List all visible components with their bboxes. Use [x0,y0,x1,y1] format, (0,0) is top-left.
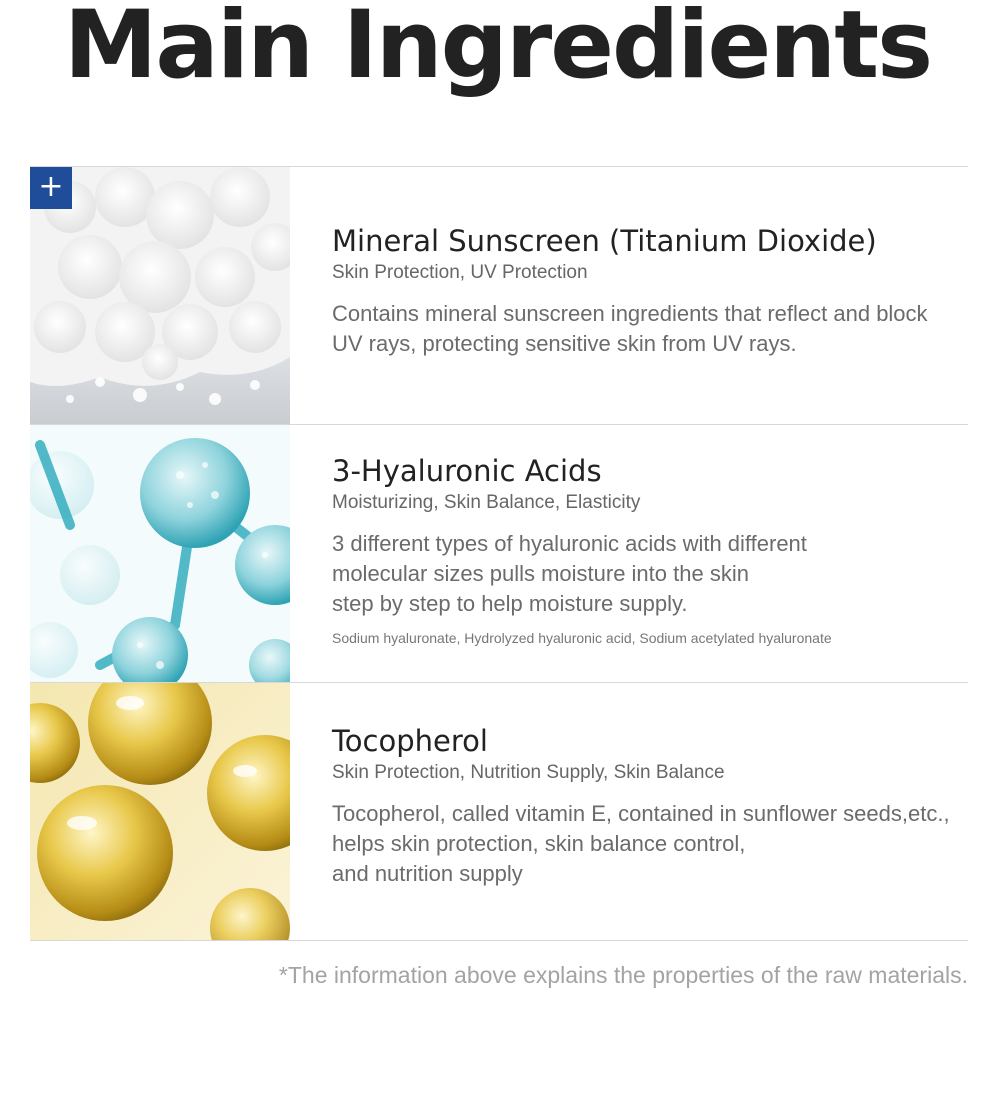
footnote: *The information above explains the properties of the raw materials. [278,962,968,988]
description-line: helps skin protection, skin balance control, [332,831,746,856]
ingredient-tags: Skin Protection, UV Protection [332,262,588,283]
ingredient-tags: Skin Protection, Nutrition Supply, Skin Balance [332,762,725,783]
description-line: Tocopherol, called vitamin E, contained in sunflower seeds,etc., [332,801,950,826]
ingredient-list [30,166,968,941]
plus-badge-icon: + [30,167,72,209]
page-title: Main Ingredients [63,0,932,100]
ingredient-text [332,167,968,359]
description-line: step by step to help moisture supply. [332,591,688,616]
ingredient-text [332,683,968,889]
ingredient-name: Mineral Sunscreen (Titanium Dioxide) [332,224,877,258]
ingredient-description [332,529,968,619]
vitamin-e-capsules-image [30,683,290,940]
ingredient-name: Tocopherol [332,724,488,758]
ingredient-name: 3-Hyaluronic Acids [332,454,602,488]
description-line: 3 different types of hyaluronic acids with different [332,531,807,556]
ingredient-row-titanium-dioxide [30,167,968,425]
ingredient-text [332,425,968,647]
description-line: molecular sizes pulls moisture into the skin [332,561,749,586]
ingredient-note: Sodium hyaluronate, Hydrolyzed hyaluronic acid, Sodium acetylated hyaluronate [332,630,832,646]
ingredient-row-hyaluronic-acids [30,425,968,683]
description-line: and nutrition supply [332,861,523,886]
ingredient-description [332,799,968,889]
ingredient-description [332,299,968,359]
ingredient-tags: Moisturizing, Skin Balance, Elasticity [332,492,641,513]
ingredient-row-tocopherol [30,683,968,941]
description-line: Contains mineral sunscreen ingredients that reflect and block [332,301,928,326]
description-line: UV rays, protecting sensitive skin from UV rays. [332,331,797,356]
molecule-image [30,425,290,682]
